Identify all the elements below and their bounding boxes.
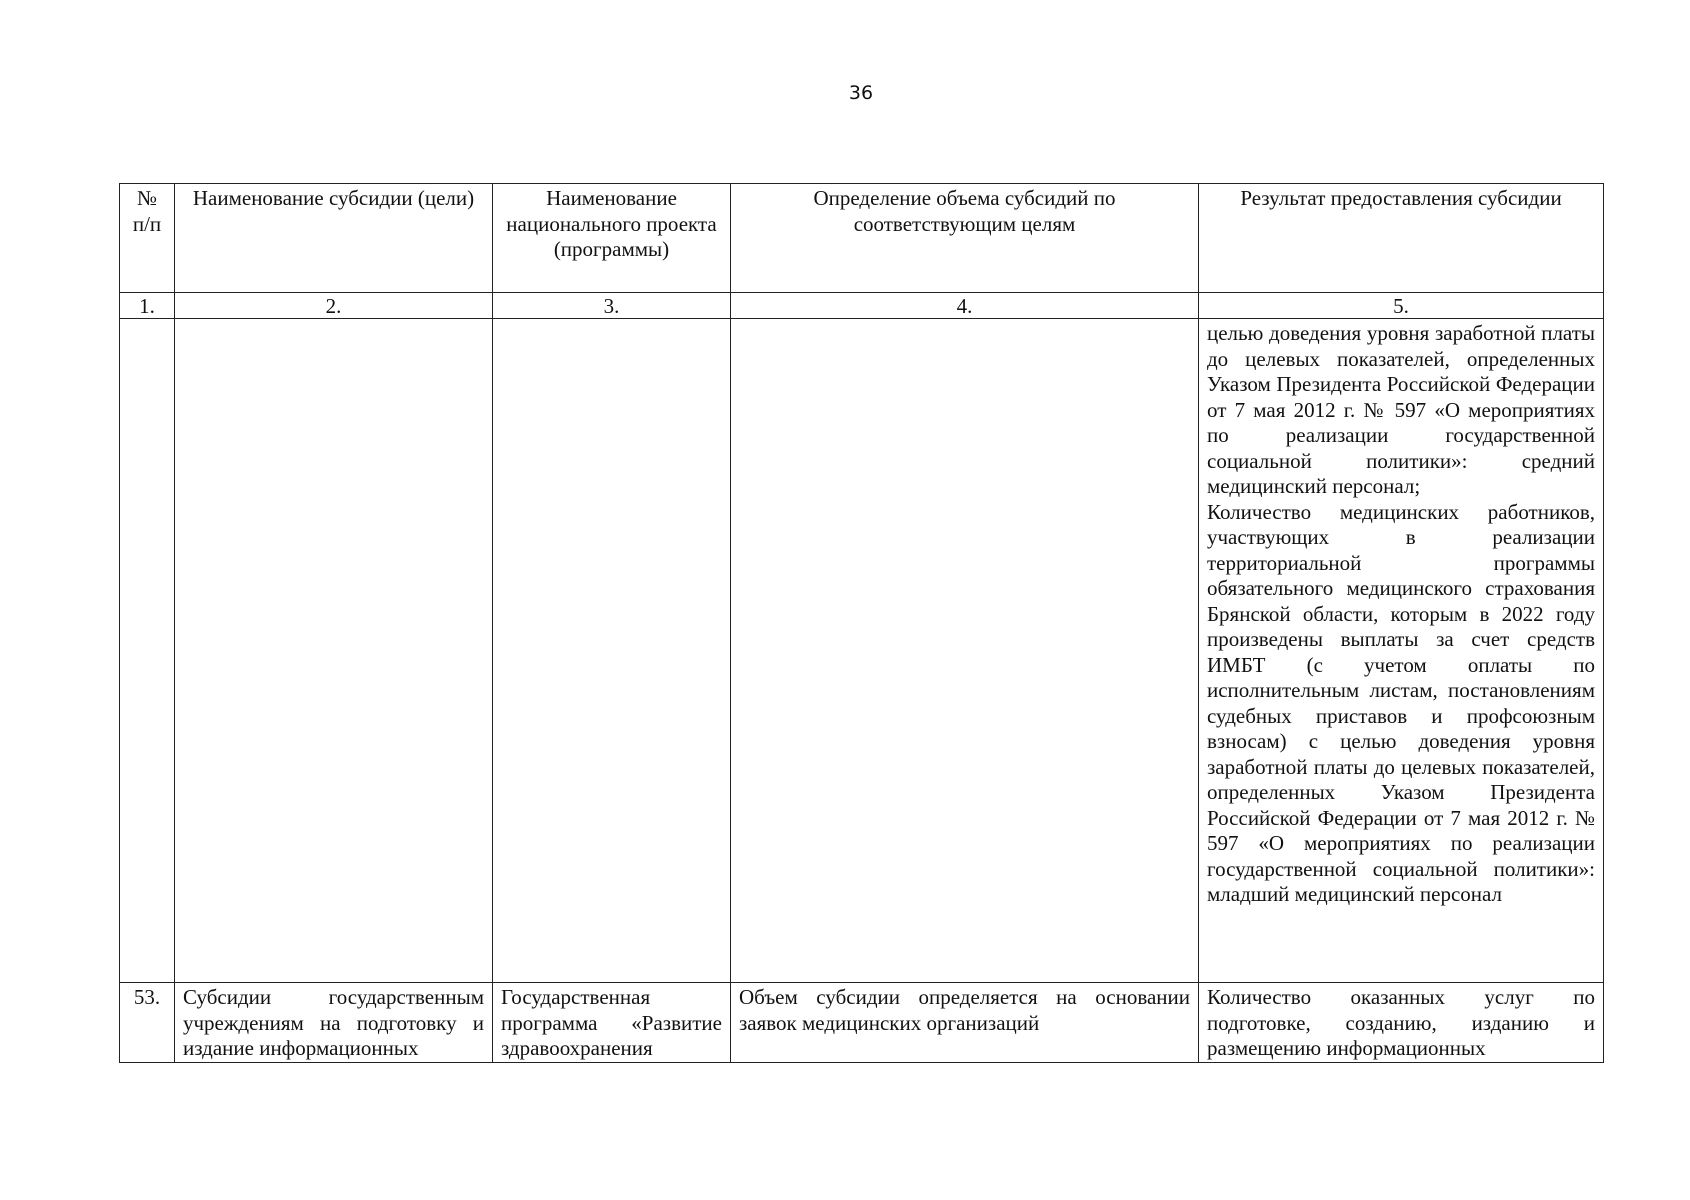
cell-row-53-result [1199,983,1604,1063]
cell-row-53-number: 53. [120,983,175,1063]
header-national-project: Наименование национального проекта (программы) [493,184,731,293]
header-volume-definition: Определение объема субсидий по соответствующим целям [731,184,1199,293]
header-number: № п/п [120,184,175,293]
result-paragraph-2: Количество медицинских работников, участвующих в реализации территориальной программы обязательного медицинского страхования Брянской области, которым в 2022 году произведены выплаты за счет средств ИМБТ (с учетом оплаты по исполнительным листам, постановлениям судебных приставов и профсоюзным взносам) с целью доведения уровня заработной платы до целевых показателей, определенных Указом Президента Российской Федерации от 7 мая 2012 г. № 597 «О мероприятиях по реализации государственной социальной политики»: младший медицинский персонал [1207,499,1595,906]
cell-result-continuation [1199,319,1604,983]
column-number-2: 2. [175,293,493,319]
row-53-volume-text: Объем субсидии определяется на основании заявок медицинских организаций [739,985,1190,1035]
header-result: Результат предоставления субсидии [1199,184,1604,293]
cell-empty-project [493,319,731,983]
subsidy-table [119,183,1604,1063]
result-paragraph-1: целью доведения уровня заработной платы до целевых показателей, определенных Указом Президента Российской Федерации от 7 мая 2012 г. № 597 «О мероприятиях по реализации государственной социальной политики»: средний медицинский персонал; [1207,321,1595,498]
table-header-row [120,184,1604,293]
page-number: 36 [848,82,874,104]
cell-row-53-name [175,983,493,1063]
column-number-5: 5. [1199,293,1604,319]
column-number-4: 4. [731,293,1199,319]
cell-empty-name [175,319,493,983]
cell-empty-number [120,319,175,983]
row-53-name-text: Субсидии государственным учреждениям на подготовку и издание информационных [183,985,484,1060]
row-53-project-text: Государственная программа «Развитие здравоохранения [501,985,722,1060]
header-subsidy-name: Наименование субсидии (цели) [175,184,493,293]
row-53-result-text: Количество оказанных услуг по подготовке, созданию, изданию и размещению информационных [1207,985,1595,1060]
column-number-3: 3. [493,293,731,319]
table-row-continuation [120,319,1604,983]
column-number-1: 1. [120,293,175,319]
cell-row-53-project [493,983,731,1063]
column-number-row [120,293,1604,319]
cell-empty-volume [731,319,1199,983]
cell-row-53-volume [731,983,1199,1063]
table-row-53 [120,983,1604,1063]
